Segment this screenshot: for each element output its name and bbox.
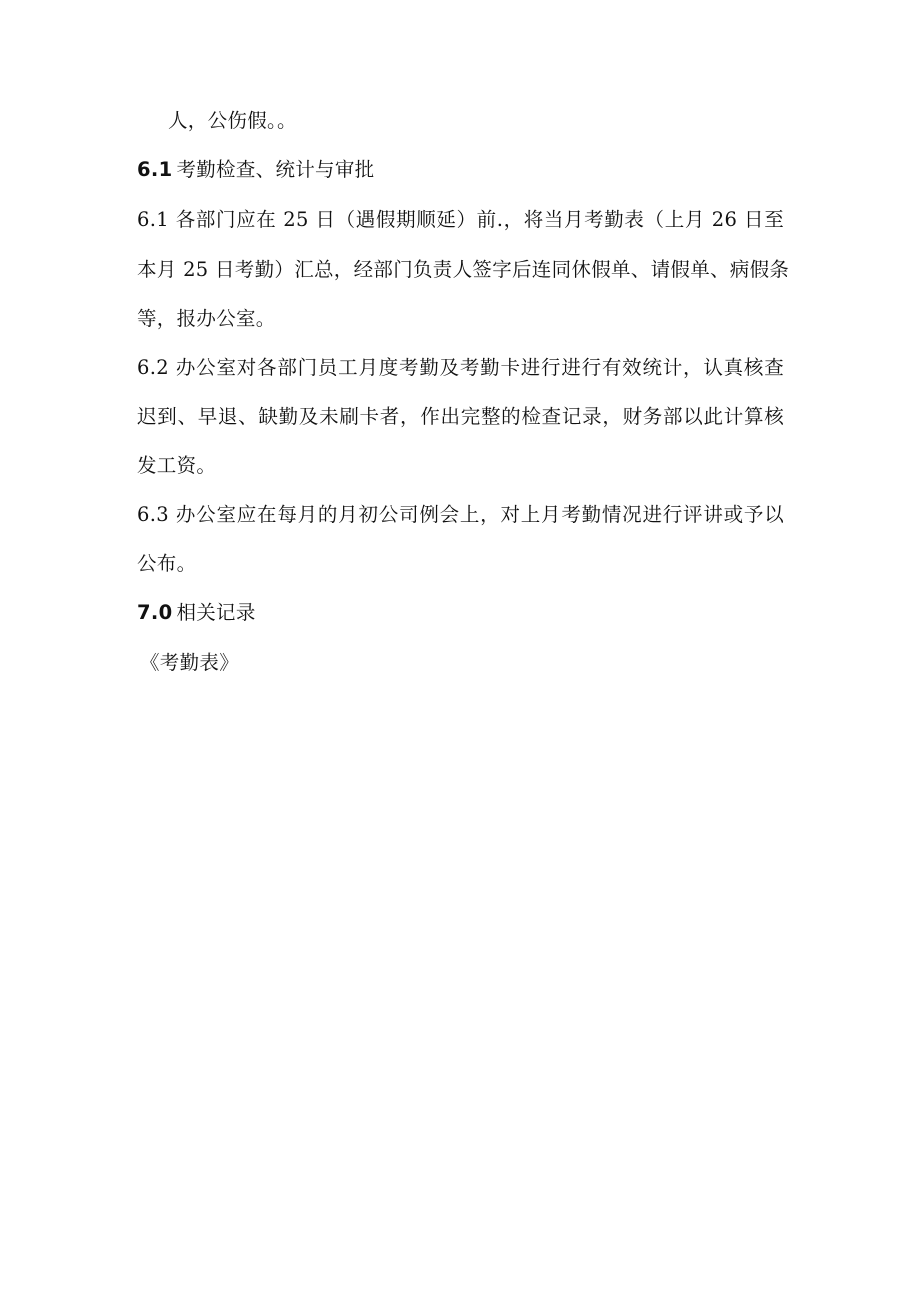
section-title: 相关记录: [176, 601, 256, 624]
record-item: 《考勤表》: [140, 651, 240, 674]
section-number: 7.0: [137, 601, 173, 624]
paragraph-line: 等，报办公室。: [137, 307, 276, 330]
paragraph-line: 本月 25 日考勤）汇总，经部门负责人签字后连同休假单、请假单、病假条: [137, 258, 790, 281]
section-title: 考勤检查、统计与审批: [176, 158, 375, 181]
paragraph-line: 6.1 各部门应在 25 日（遇假期顺延）前.，将当月考勤表（上月 26 日至: [137, 208, 784, 231]
paragraph-line: 发工资。: [137, 454, 217, 477]
paragraph-line: 公布。: [137, 552, 197, 575]
paragraph-line: 6.2 办公室对各部门员工月度考勤及考勤卡进行进行有效统计，认真核查: [137, 356, 784, 379]
paragraph-line: 6.3 办公室应在每月的月初公司例会上，对上月考勤情况进行评讲或予以: [137, 503, 784, 526]
paragraph-line: 迟到、早退、缺勤及未刷卡者，作出完整的检查记录，财务部以此计算核: [137, 405, 784, 428]
section-7-0-heading: [137, 600, 256, 626]
continuation-line: 人，公伤假。。: [168, 109, 297, 132]
section-6-1-heading: [137, 157, 374, 183]
section-number: 6.1: [137, 158, 173, 181]
